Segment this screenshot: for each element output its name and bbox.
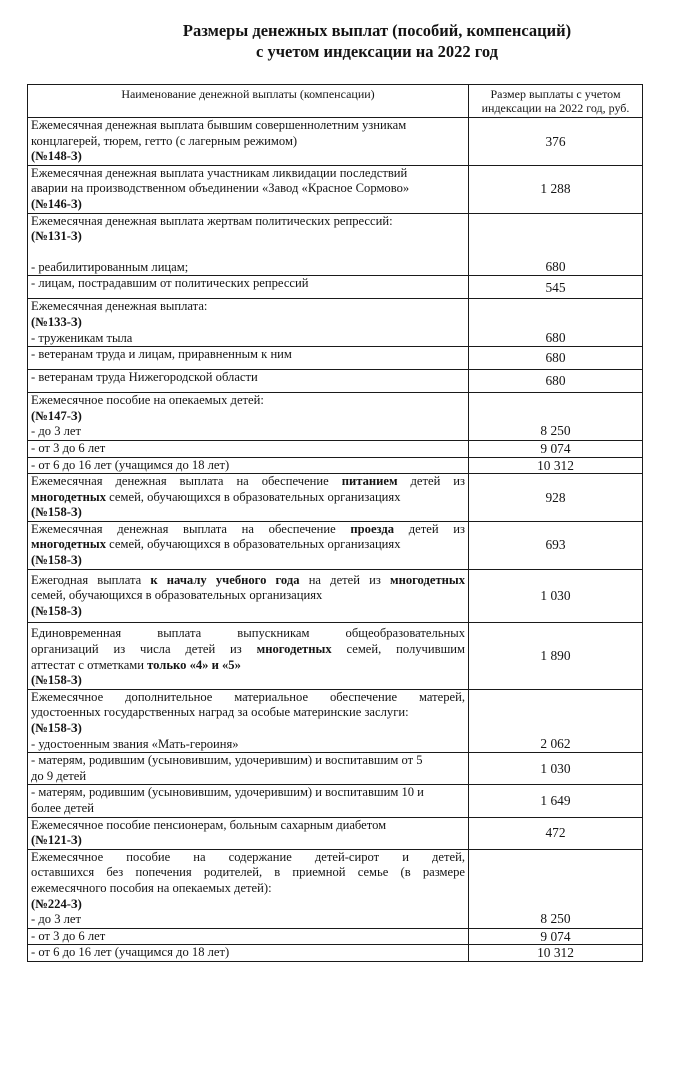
table-row <box>28 213 643 276</box>
payment-amount: 1 030 <box>469 753 643 785</box>
payment-amount: 9 074 <box>469 928 643 945</box>
payment-name: Ежемесячная денежная выплата на обеспечение проезда детей из многодетных семей, обучающихся в образовательных организациях (№158-З) <box>28 521 469 569</box>
law-reference: (№121-З) <box>31 833 82 848</box>
law-reference: (№146-З) <box>31 196 82 211</box>
law-reference: (№158-З) <box>31 673 82 688</box>
law-reference: (№133-З) <box>31 314 82 329</box>
payment-amount: 10 312 <box>469 457 643 474</box>
table-row <box>28 370 643 393</box>
payment-amount: 680 <box>469 299 643 347</box>
payment-name: Ежемесячное дополнительное материальное обеспечение матерей, удостоенных государственных наград за особые материнские заслуги: (№158-З) - удостоенным звания «Мать-героиня» <box>28 689 469 752</box>
table-row <box>28 276 643 299</box>
payment-name: - от 6 до 16 лет (учащимся до 18 лет) <box>28 457 469 474</box>
payments-table <box>27 84 643 962</box>
payment-name: Ежемесячная денежная выплата участникам ликвидации последствий аварии на производственном объединении «Завод «Красное Сормово» (№146-З) <box>28 165 469 213</box>
law-reference: (№147-З) <box>31 408 82 423</box>
payment-name: - матерям, родившим (усыновившим, удочерившим) и воспитавшим 10 и более детей <box>28 785 469 817</box>
payment-amount: 1 890 <box>469 623 643 689</box>
payment-amount: 928 <box>469 474 643 522</box>
law-reference: (№158-З) <box>31 505 82 520</box>
column-header-amount: Размер выплаты с учетом индексации на 2022 год, руб. <box>469 85 643 118</box>
column-header-name: Наименование денежной выплаты (компенсации) <box>28 85 469 118</box>
table-row <box>28 569 643 623</box>
payment-name: Ежемесячная денежная выплата жертвам политических репрессий: (№131-З) - реабилитированным лицам; <box>28 213 469 276</box>
payment-name: Единовременная выплата выпускникам общеобразовательных организаций из числа детей из многодетных семей, получившим аттестат с отметками только «4» и «5» (№158-З) <box>28 623 469 689</box>
payment-amount: 8 250 <box>469 849 643 928</box>
title-line-2: с учетом индексации на 2022 год <box>256 42 498 61</box>
payment-name: - от 6 до 16 лет (учащимся до 18 лет) <box>28 945 469 962</box>
law-reference: (№148-З) <box>31 149 82 164</box>
table-row <box>28 474 643 522</box>
table-row <box>28 347 643 370</box>
payment-amount: 680 <box>469 370 643 393</box>
table-row <box>28 753 643 785</box>
payment-amount: 8 250 <box>469 393 643 441</box>
table-row <box>28 623 643 689</box>
payment-amount: 1 288 <box>469 165 643 213</box>
payment-name: - лицам, пострадавшим от политических репрессий <box>28 276 469 299</box>
table-row <box>28 817 643 849</box>
law-reference: (№158-З) <box>31 721 82 735</box>
payment-name: - от 3 до 6 лет <box>28 440 469 457</box>
payment-amount: 680 <box>469 347 643 370</box>
table-row <box>28 689 643 752</box>
table-header-row <box>28 85 643 118</box>
table-row <box>28 521 643 569</box>
law-reference: (№131-З) <box>31 229 82 244</box>
law-reference: (№158-З) <box>31 603 82 618</box>
table-row <box>28 440 643 457</box>
table-row <box>28 393 643 441</box>
payment-amount: 472 <box>469 817 643 849</box>
payment-name: Ежемесячная денежная выплата: (№133-З) - труженикам тыла <box>28 299 469 347</box>
payment-name: - матерям, родившим (усыновившим, удочерившим) и воспитавшим от 5 до 9 детей <box>28 753 469 785</box>
payment-amount: 376 <box>469 118 643 166</box>
table-row <box>28 299 643 347</box>
payment-amount: 10 312 <box>469 945 643 962</box>
table-row <box>28 945 643 962</box>
payment-name: - ветеранам труда Нижегородской области <box>28 370 469 393</box>
payment-amount: 9 074 <box>469 440 643 457</box>
payment-name: Ежемесячное пособие на опекаемых детей: (№147-З) - до 3 лет <box>28 393 469 441</box>
payment-name: Ежемесячное пособие пенсионерам, больным сахарным диабетом (№121-З) <box>28 817 469 849</box>
payment-name: - ветеранам труда и лицам, приравненным к ним <box>28 347 469 370</box>
document-title <box>0 20 674 62</box>
payment-amount: 693 <box>469 521 643 569</box>
table-row <box>28 457 643 474</box>
title-line-1: Размеры денежных выплат (пособий, компенсаций) <box>182 21 572 40</box>
payment-amount: 2 062 <box>469 689 643 752</box>
payment-name: Ежемесячная денежная выплата на обеспечение питанием детей из многодетных семей, обучающихся в образовательных организациях (№158-З) <box>28 474 469 522</box>
law-reference: (№158-З) <box>31 553 82 568</box>
payment-name: Ежегодная выплата к началу учебного года на детей из многодетных семей, обучающихся в образовательных организациях (№158-З) <box>28 569 469 623</box>
table-row <box>28 928 643 945</box>
payment-name: - от 3 до 6 лет <box>28 928 469 945</box>
law-reference: (№224-З) <box>31 896 82 911</box>
payment-name: Ежемесячная денежная выплата бывшим совершеннолетним узникам концлагерей, тюрем, гетто (с лагерным режимом) (№148-З) <box>28 118 469 166</box>
payment-amount: 680 <box>469 213 643 276</box>
payment-amount: 1 649 <box>469 785 643 817</box>
table-row <box>28 165 643 213</box>
payment-name: Ежемесячное пособие на содержание детей-сирот и детей, оставшихся без попечения родителей, в приемной семье (в размере ежемесячного пособия на опекаемых детей): (№224-З) - до 3 лет <box>28 849 469 928</box>
table-row <box>28 849 643 928</box>
payment-amount: 1 030 <box>469 569 643 623</box>
payment-amount: 545 <box>469 276 643 299</box>
table-row <box>28 785 643 817</box>
table-row <box>28 118 643 166</box>
